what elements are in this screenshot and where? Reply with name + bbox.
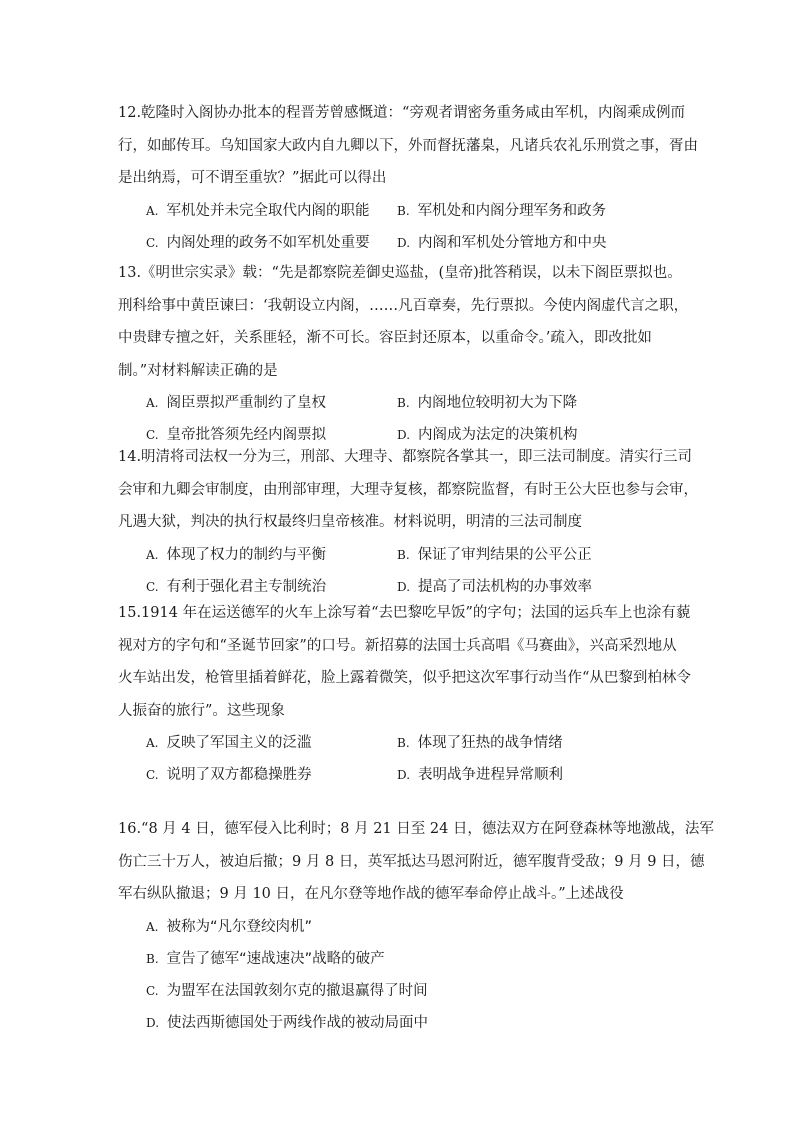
option-d: D. 表明战争进程异常顺利 [397, 767, 564, 783]
question-14 [118, 441, 698, 603]
question-stem-line: 刑科给事中黄臣谏曰：‘我朝设立内阁，……凡百章奏，先行票拟。今使内阁虚代言之职， [118, 297, 689, 314]
option-c: C. 说明了双方都稳操胜券 [146, 767, 312, 783]
option-a: A. 阁臣票拟严重制约了皇权 [146, 395, 326, 411]
option-b: B. 内阁地位较明初大为下降 [397, 395, 578, 411]
question-stem-line: 军右纵队撤退；9 月 10 日，在凡尔登等地作战的德军奉命停止战斗。”上述战役 [118, 886, 624, 902]
question-stem-line: 14.明清将司法权一分为三，刑部、大理寺、都察院各掌其一，即三法司制度。清实行三司 [118, 449, 693, 465]
question-stem-line: 13.《明世宗实录》载：“先是都察院差御史巡盐，(皇帝)批答稍误，以未下阁臣票拟也。 [118, 265, 682, 281]
option-b: B. 宣告了德军“速战速决”战略的破产 [146, 950, 385, 967]
question-stem-line: 视对方的字句和“圣诞节回家”的口号。新招募的法国士兵高唱《马赛曲》，兴高采烈地从 [118, 637, 677, 654]
option-b: B. 保证了审判结果的公平公正 [397, 546, 592, 563]
option-a: A. 军机处并未完全取代内阁的职能 [146, 202, 370, 219]
option-d: D. 使法西斯德国处于两线作战的被动局面中 [146, 1014, 429, 1031]
option-row [118, 1007, 678, 1039]
option-row [118, 195, 678, 227]
option-row [118, 943, 678, 975]
question-12 [118, 97, 698, 259]
question-stem-line: 16.“8 月 4 日，德军侵入比利时；8 月 21 日至 24 日，德法双方在阿登森林等地激战，法军 [118, 821, 714, 837]
question-stem-line: 人振奋的旅行”。这些现象 [118, 702, 285, 719]
option-row [118, 759, 678, 791]
option-c: C. 有利于强化君主专制统治 [146, 578, 327, 595]
option-row [118, 727, 678, 759]
option-d: D. 内阁成为法定的决策机构 [397, 427, 578, 443]
question-15 [118, 597, 691, 791]
option-c: C. 为盟军在法国敦刻尔克的撤退赢得了时间 [146, 982, 428, 999]
option-row [118, 227, 678, 259]
question-stem-line: 会审和九卿会审制度，由刑部审理，大理寺复核，都察院监督，有时王公大臣也参与会审， [118, 481, 698, 498]
question-stem-line: 制。”对材料解读正确的是 [118, 362, 278, 379]
question-16 [118, 813, 714, 1039]
question-stem-line: 火车站出发，枪管里插着鲜花，脸上露着微笑，似乎把这次军事行动当作“从巴黎到柏林令 [118, 670, 691, 686]
question-stem-line: 12.乾隆时入阁协办批本的程晋芳曾感慨道：“旁观者谓密务重务咸由军机，内阁乘成例而 [118, 105, 685, 121]
question-stem-line: 是出纳焉，可不谓至重欤？”据此可以得出 [118, 170, 387, 186]
option-a: A. 反映了军国主义的泛滥 [146, 735, 312, 751]
option-d: D. 内阁和军机处分管地方和中央 [397, 234, 607, 251]
question-stem-line: 15.1914 年在运送德军的火车上涂写着“去巴黎吃早饭”的字句；法国的运兵车上也涂有藐 [118, 605, 691, 621]
option-a: A. 体现了权力的制约与平衡 [146, 546, 326, 563]
question-13 [118, 257, 689, 451]
question-stem-line: 凡遇大狱，判决的执行权最终归皇帝核准。材料说明，明清的三法司制度 [118, 514, 582, 530]
option-c: C. 内阁处理的政务不如军机处重要 [146, 234, 370, 251]
question-stem-line: 行，如邮传耳。乌知国家大政内自九卿以下，外而督抚藩臬，凡诸兵农礼乐刑赏之事，胥由 [118, 137, 698, 154]
option-c: C. 皇帝批答须先经内阁票拟 [146, 427, 327, 443]
question-stem-line: 中贵肆专擅之奸，关系匪轻，渐不可长。容臣封还原本，以重命令。’疏入，即改批如 [118, 330, 652, 346]
option-d: D. 提高了司法机构的办事效率 [397, 578, 593, 595]
option-b: B. 军机处和内阁分理军务和政务 [397, 202, 607, 219]
option-a: A. 被称为“凡尔登绞肉机” [146, 918, 313, 935]
option-b: B. 体现了狂热的战争情绪 [397, 735, 563, 751]
option-row [118, 387, 678, 419]
option-row [118, 539, 678, 571]
question-stem-line: 伤亡三十万人，被迫后撤；9 月 8 日，英军抵达马恩河附近，德军腹背受敌；9 月 9 日，德 [118, 853, 705, 870]
option-row [118, 911, 678, 943]
option-row [118, 975, 678, 1007]
